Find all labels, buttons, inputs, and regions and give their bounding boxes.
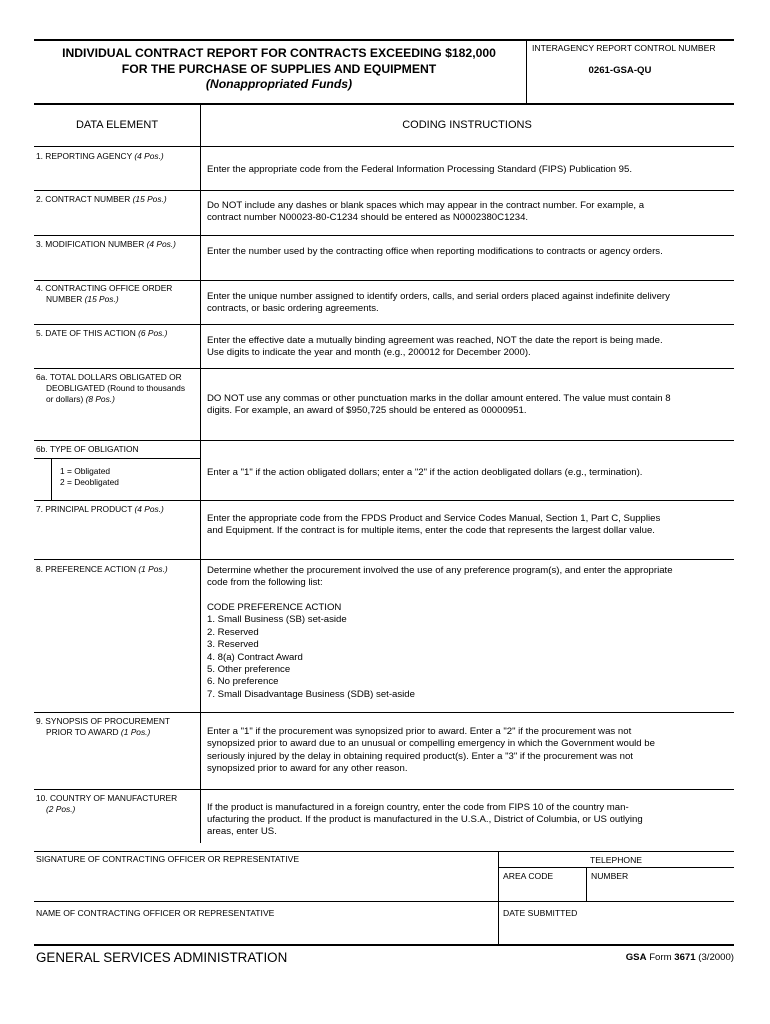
preference-list-item: 2. Reserved: [207, 627, 259, 638]
instruction-preference-action: Determine whether the procurement involved the use of any preference program(s), and enter the appropriate code from the following list:: [207, 565, 673, 589]
element-type-of-obligation: 6b. TYPE OF OBLIGATION: [36, 444, 139, 454]
preference-list-item: 5. Other preference: [207, 664, 291, 675]
instruction-reporting-agency: Enter the appropriate code from the Federal Information Processing Standard (FIPS) Publication 95.: [207, 164, 633, 175]
obligation-option-2: 2 = Deobligated: [60, 477, 119, 487]
preference-list-item: 1. Small Business (SB) set-aside: [207, 614, 347, 625]
coding-instructions-header: CODING INSTRUCTIONS: [402, 119, 532, 131]
control-number-label: INTERAGENCY REPORT CONTROL NUMBER: [532, 43, 716, 53]
instruction-type-of-obligation: Enter a "1" if the action obligated dollars; enter a "2" if the action deobligated dollars (e.g., termination).: [207, 467, 643, 478]
preference-list-item: 4. 8(a) Contract Award: [207, 652, 303, 663]
element-country-of-manufacturer: 10. COUNTRY OF MANUFACTURER (2 Pos.): [36, 793, 178, 814]
instruction-country-of-manufacturer-line2: ufacturing the product. If the product is manufactured in the U.S.A., District of Columbia, or US outlying: [207, 814, 643, 825]
date-submitted-label: DATE SUBMITTED: [503, 908, 578, 918]
element-contract-number: 2. CONTRACT NUMBER (15 Pos.): [36, 194, 167, 204]
instruction-contract-number: Do NOT include any dashes or blank spaces which may appear in the contract number. For example, a contract number N00023-80-C1234 should be entered as N0002380C1234.: [207, 200, 645, 224]
signature-field[interactable]: [36, 866, 494, 899]
instruction-contracting-office-order-number: Enter the unique number assigned to identify orders, calls, and serial orders placed against indefinite delivery contracts, or basic ordering agreements.: [207, 291, 670, 315]
date-submitted-field[interactable]: [500, 920, 732, 943]
obligation-option-1: 1 = Obligated: [60, 466, 111, 476]
instruction-synopsis-of-procurement: Enter a "1" if the procurement was synopsized prior to award. Enter a "2" if the procurement was not synopsized prior to award due to an unusual or compelling emergency in which the Government would be seriously injured by the delay in obtaining required product(s). Enter a "3" if the procurement was not synopsized prior to award for any other reason.: [207, 726, 655, 775]
control-number: 0261-GSA-QU: [588, 65, 652, 76]
form-subtitle: FOR THE PURCHASE OF SUPPLIES AND EQUIPMENT: [121, 62, 437, 76]
number-label: NUMBER: [591, 871, 629, 881]
signature-label: SIGNATURE OF CONTRACTING OFFICER OR REPRESENTATIVE: [36, 854, 300, 864]
form-number: GSA Form 3671 (3/2000): [625, 952, 734, 963]
agency-name: GENERAL SERVICES ADMINISTRATION: [36, 950, 288, 965]
instruction-country-of-manufacturer-line3: areas, enter US.: [207, 826, 277, 837]
element-preference-action: 8. PREFERENCE ACTION (1 Pos.): [36, 564, 168, 574]
element-total-dollars: 6a. TOTAL DOLLARS OBLIGATED OR DEOBLIGATED (Round to thousands or dollars) (8 Pos.): [36, 372, 186, 404]
element-synopsis-of-procurement: 9. SYNOPSIS OF PROCUREMENT PRIOR TO AWARD (1 Pos.): [36, 716, 171, 737]
instruction-modification-number: Enter the number used by the contracting office when reporting modifications to contracts or agency orders.: [207, 246, 663, 257]
preference-list-item: 3. Reserved: [207, 639, 259, 650]
element-modification-number: 3. MODIFICATION NUMBER (4 Pos.): [36, 239, 176, 249]
phone-number-field[interactable]: [588, 882, 732, 900]
element-principal-product: 7. PRINCIPAL PRODUCT (4 Pos.): [36, 504, 164, 514]
preference-list-item: 7. Small Disadvantage Business (SDB) set-aside: [207, 689, 415, 700]
element-contracting-office-order-number: 4. CONTRACTING OFFICE ORDER NUMBER (15 Pos.): [36, 283, 173, 304]
element-reporting-agency: 1. REPORTING AGENCY (4 Pos.): [36, 151, 164, 161]
instruction-total-dollars: DO NOT use any commas or other punctuation marks in the dollar amount entered. The value must contain 8 digits. For example, an award of $950,725 should be entered as 00000951.: [207, 393, 671, 417]
data-element-header: DATA ELEMENT: [75, 119, 159, 131]
instruction-principal-product: Enter the appropriate code from the FPDS Product and Service Codes Manual, Section 1, Part C, Supplies and Equipment. If the contract is for multiple items, enter the code that represents the largest dollar value.: [207, 513, 661, 537]
form-title: INDIVIDUAL CONTRACT REPORT FOR CONTRACTS EXCEEDING $182,000: [62, 46, 496, 60]
name-label: NAME OF CONTRACTING OFFICER OR REPRESENTATIVE: [36, 908, 275, 918]
preference-list-item: 6. No preference: [207, 676, 279, 687]
name-field[interactable]: [36, 920, 494, 943]
preference-list-header: CODE PREFERENCE ACTION: [207, 602, 342, 613]
instruction-date-of-action: Enter the effective date a mutually binding agreement was reached, NOT the date the report is being made. Use digits to indicate the year and month (e.g., 200012 for December 2000).: [207, 335, 663, 359]
area-code-label: AREA CODE: [503, 871, 554, 881]
telephone-label: TELEPHONE: [589, 855, 643, 865]
form-fund-type: (Nonappropriated Funds): [205, 77, 353, 91]
element-date-of-action: 5. DATE OF THIS ACTION (6 Pos.): [36, 328, 168, 338]
instruction-country-of-manufacturer-line1: If the product is manufactured in a foreign country, enter the code from FIPS 10 of the country man-: [207, 802, 629, 813]
area-code-field[interactable]: [500, 882, 584, 900]
